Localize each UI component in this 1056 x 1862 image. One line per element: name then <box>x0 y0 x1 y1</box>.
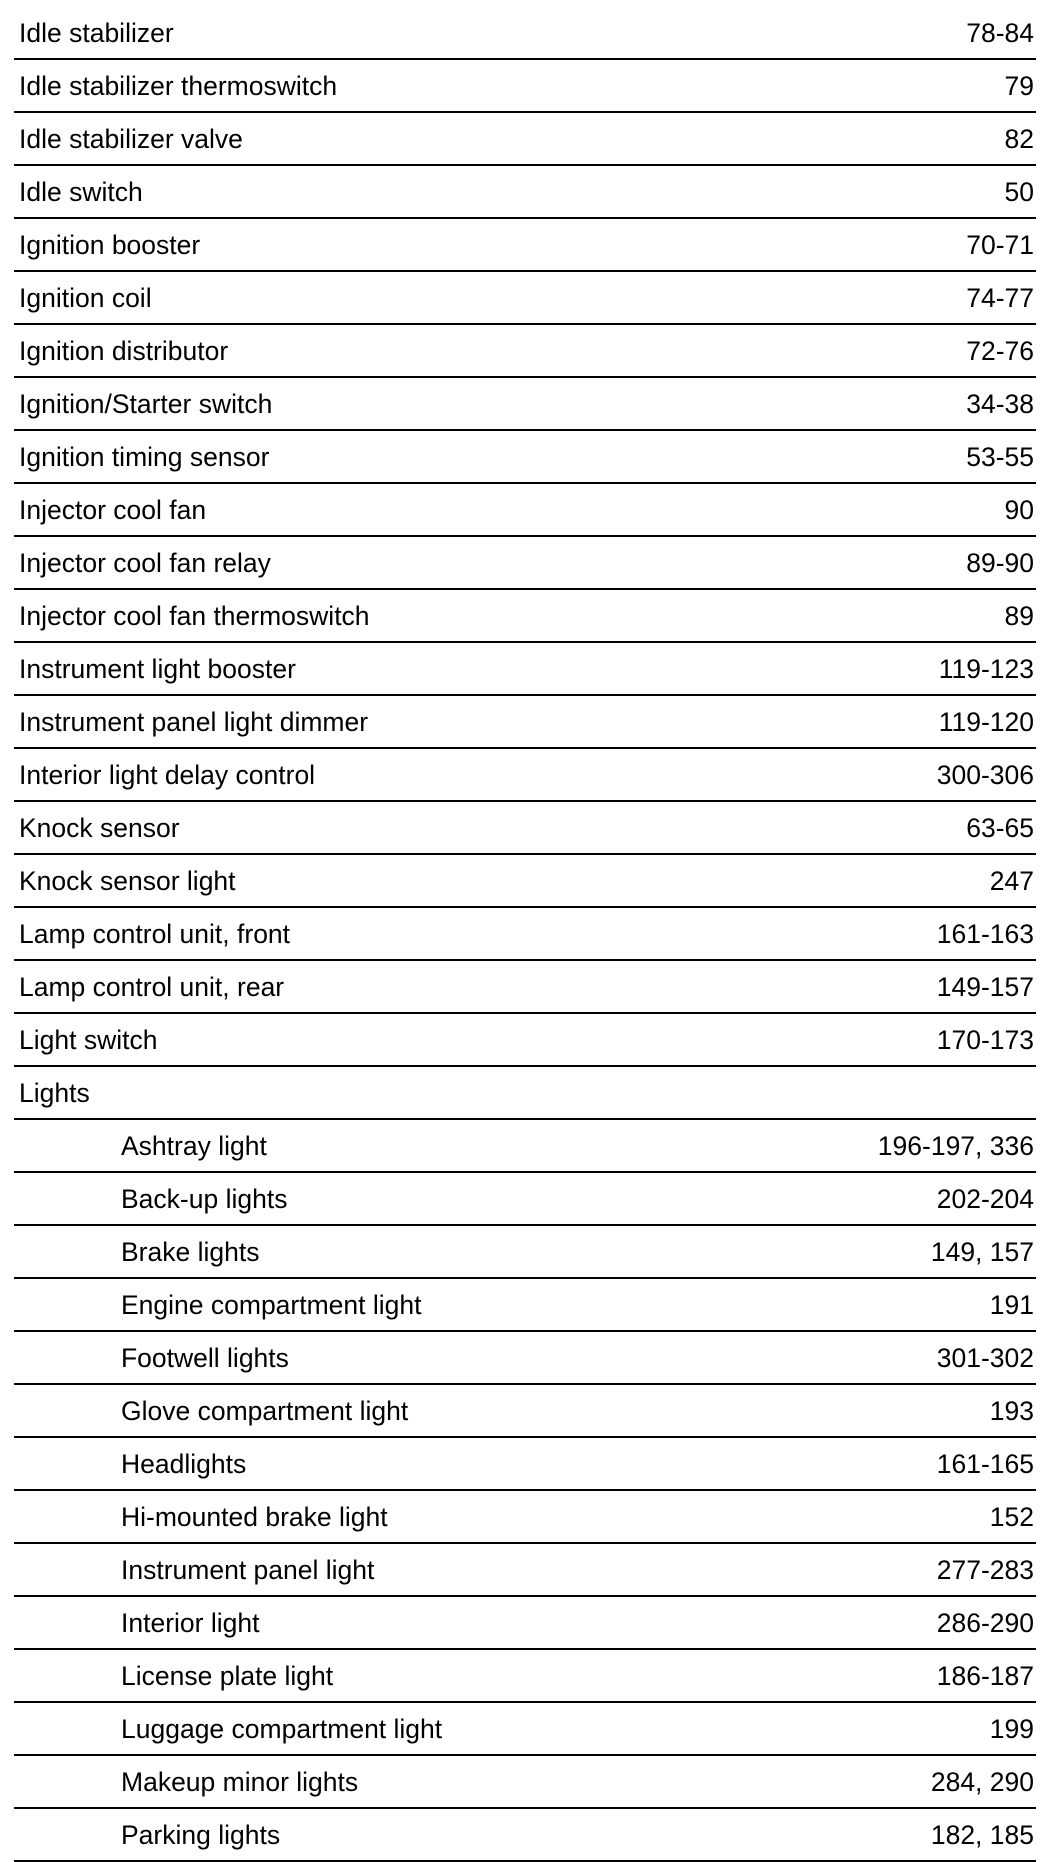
index-entry-row <box>14 642 1036 695</box>
index-page-numbers: 119-123 <box>674 642 1036 695</box>
index-entry-row <box>14 112 1036 165</box>
index-entry-row <box>14 7 1036 59</box>
index-term: Lights <box>14 1066 674 1119</box>
index-page-numbers: 70-71 <box>674 218 1036 271</box>
index-entry-row <box>14 324 1036 377</box>
index-term: Instrument panel light dimmer <box>14 695 674 748</box>
index-term: Idle stabilizer valve <box>14 112 674 165</box>
index-term: Back-up lights <box>14 1172 674 1225</box>
index-page-numbers <box>674 1066 1036 1119</box>
component-index-table <box>14 7 1036 1862</box>
index-term: Idle stabilizer thermoswitch <box>14 59 674 112</box>
index-entry-row <box>14 430 1036 483</box>
index-term: Ashtray light <box>14 1119 674 1172</box>
index-subentry-row <box>14 1437 1036 1490</box>
index-page-numbers: 199 <box>674 1702 1036 1755</box>
index-body <box>14 7 1036 1861</box>
index-page-numbers: 202-204 <box>674 1172 1036 1225</box>
index-term: Injector cool fan <box>14 483 674 536</box>
index-entry-row <box>14 589 1036 642</box>
index-page-numbers: 182, 185 <box>674 1808 1036 1861</box>
index-term: Lamp control unit, rear <box>14 960 674 1013</box>
index-subentry-row <box>14 1172 1036 1225</box>
index-page-numbers: 277-283 <box>674 1543 1036 1596</box>
index-page-numbers: 196-197, 336 <box>674 1119 1036 1172</box>
index-entry-row <box>14 960 1036 1013</box>
index-subentry-row <box>14 1649 1036 1702</box>
index-entry-row <box>14 483 1036 536</box>
index-page-numbers: 161-163 <box>674 907 1036 960</box>
index-entry-row <box>14 854 1036 907</box>
index-page-numbers: 119-120 <box>674 695 1036 748</box>
index-term: Idle stabilizer <box>14 7 674 59</box>
index-entry-row <box>14 801 1036 854</box>
index-term: Interior light delay control <box>14 748 674 801</box>
index-page-numbers: 82 <box>674 112 1036 165</box>
index-term: Light switch <box>14 1013 674 1066</box>
index-page-numbers: 50 <box>674 165 1036 218</box>
index-subentry-row <box>14 1490 1036 1543</box>
index-subentry-row <box>14 1384 1036 1437</box>
index-term: Ignition/Starter switch <box>14 377 674 430</box>
index-page-numbers: 79 <box>674 59 1036 112</box>
index-page-numbers: 170-173 <box>674 1013 1036 1066</box>
index-entry-row <box>14 59 1036 112</box>
index-page-numbers: 186-187 <box>674 1649 1036 1702</box>
index-term: Luggage compartment light <box>14 1702 674 1755</box>
index-entry-row <box>14 165 1036 218</box>
index-subentry-row <box>14 1225 1036 1278</box>
index-term: Knock sensor light <box>14 854 674 907</box>
index-term: Glove compartment light <box>14 1384 674 1437</box>
index-entry-row <box>14 1013 1036 1066</box>
index-term: Interior light <box>14 1596 674 1649</box>
index-subentry-row <box>14 1755 1036 1808</box>
index-page-numbers: 90 <box>674 483 1036 536</box>
index-entry-row <box>14 218 1036 271</box>
index-page-numbers: 78-84 <box>674 7 1036 59</box>
index-entry-row <box>14 695 1036 748</box>
index-entry-row <box>14 377 1036 430</box>
index-page-numbers: 63-65 <box>674 801 1036 854</box>
index-term: Makeup minor lights <box>14 1755 674 1808</box>
index-entry-row <box>14 1066 1036 1119</box>
index-term: Ignition coil <box>14 271 674 324</box>
index-page-numbers: 89-90 <box>674 536 1036 589</box>
index-term: Brake lights <box>14 1225 674 1278</box>
index-page-numbers: 53-55 <box>674 430 1036 483</box>
index-term: Ignition timing sensor <box>14 430 674 483</box>
index-term: Hi-mounted brake light <box>14 1490 674 1543</box>
index-page-numbers: 72-76 <box>674 324 1036 377</box>
index-term: Ignition distributor <box>14 324 674 377</box>
index-entry-row <box>14 907 1036 960</box>
index-term: Parking lights <box>14 1808 674 1861</box>
index-entry-row <box>14 536 1036 589</box>
index-subentry-row <box>14 1331 1036 1384</box>
index-page-numbers: 152 <box>674 1490 1036 1543</box>
index-page-numbers: 284, 290 <box>674 1755 1036 1808</box>
index-page-numbers: 193 <box>674 1384 1036 1437</box>
index-subentry-row <box>14 1808 1036 1861</box>
index-subentry-row <box>14 1278 1036 1331</box>
index-page-numbers: 161-165 <box>674 1437 1036 1490</box>
index-term: Instrument panel light <box>14 1543 674 1596</box>
index-subentry-row <box>14 1596 1036 1649</box>
index-term: Injector cool fan thermoswitch <box>14 589 674 642</box>
index-term: Engine compartment light <box>14 1278 674 1331</box>
index-page-numbers: 286-290 <box>674 1596 1036 1649</box>
index-term: License plate light <box>14 1649 674 1702</box>
index-term: Headlights <box>14 1437 674 1490</box>
index-term: Footwell lights <box>14 1331 674 1384</box>
index-entry-row <box>14 748 1036 801</box>
index-term: Ignition booster <box>14 218 674 271</box>
index-page-numbers: 301-302 <box>674 1331 1036 1384</box>
index-page-numbers: 89 <box>674 589 1036 642</box>
index-entry-row <box>14 271 1036 324</box>
index-page-numbers: 34-38 <box>674 377 1036 430</box>
index-page-numbers: 300-306 <box>674 748 1036 801</box>
index-subentry-row <box>14 1702 1036 1755</box>
index-page-numbers: 247 <box>674 854 1036 907</box>
index-subentry-row <box>14 1543 1036 1596</box>
index-term: Lamp control unit, front <box>14 907 674 960</box>
index-page-numbers: 149, 157 <box>674 1225 1036 1278</box>
index-term: Injector cool fan relay <box>14 536 674 589</box>
index-term: Instrument light booster <box>14 642 674 695</box>
index-page-numbers: 191 <box>674 1278 1036 1331</box>
index-subentry-row <box>14 1119 1036 1172</box>
index-page-numbers: 149-157 <box>674 960 1036 1013</box>
index-term: Idle switch <box>14 165 674 218</box>
index-term: Knock sensor <box>14 801 674 854</box>
index-page-numbers: 74-77 <box>674 271 1036 324</box>
